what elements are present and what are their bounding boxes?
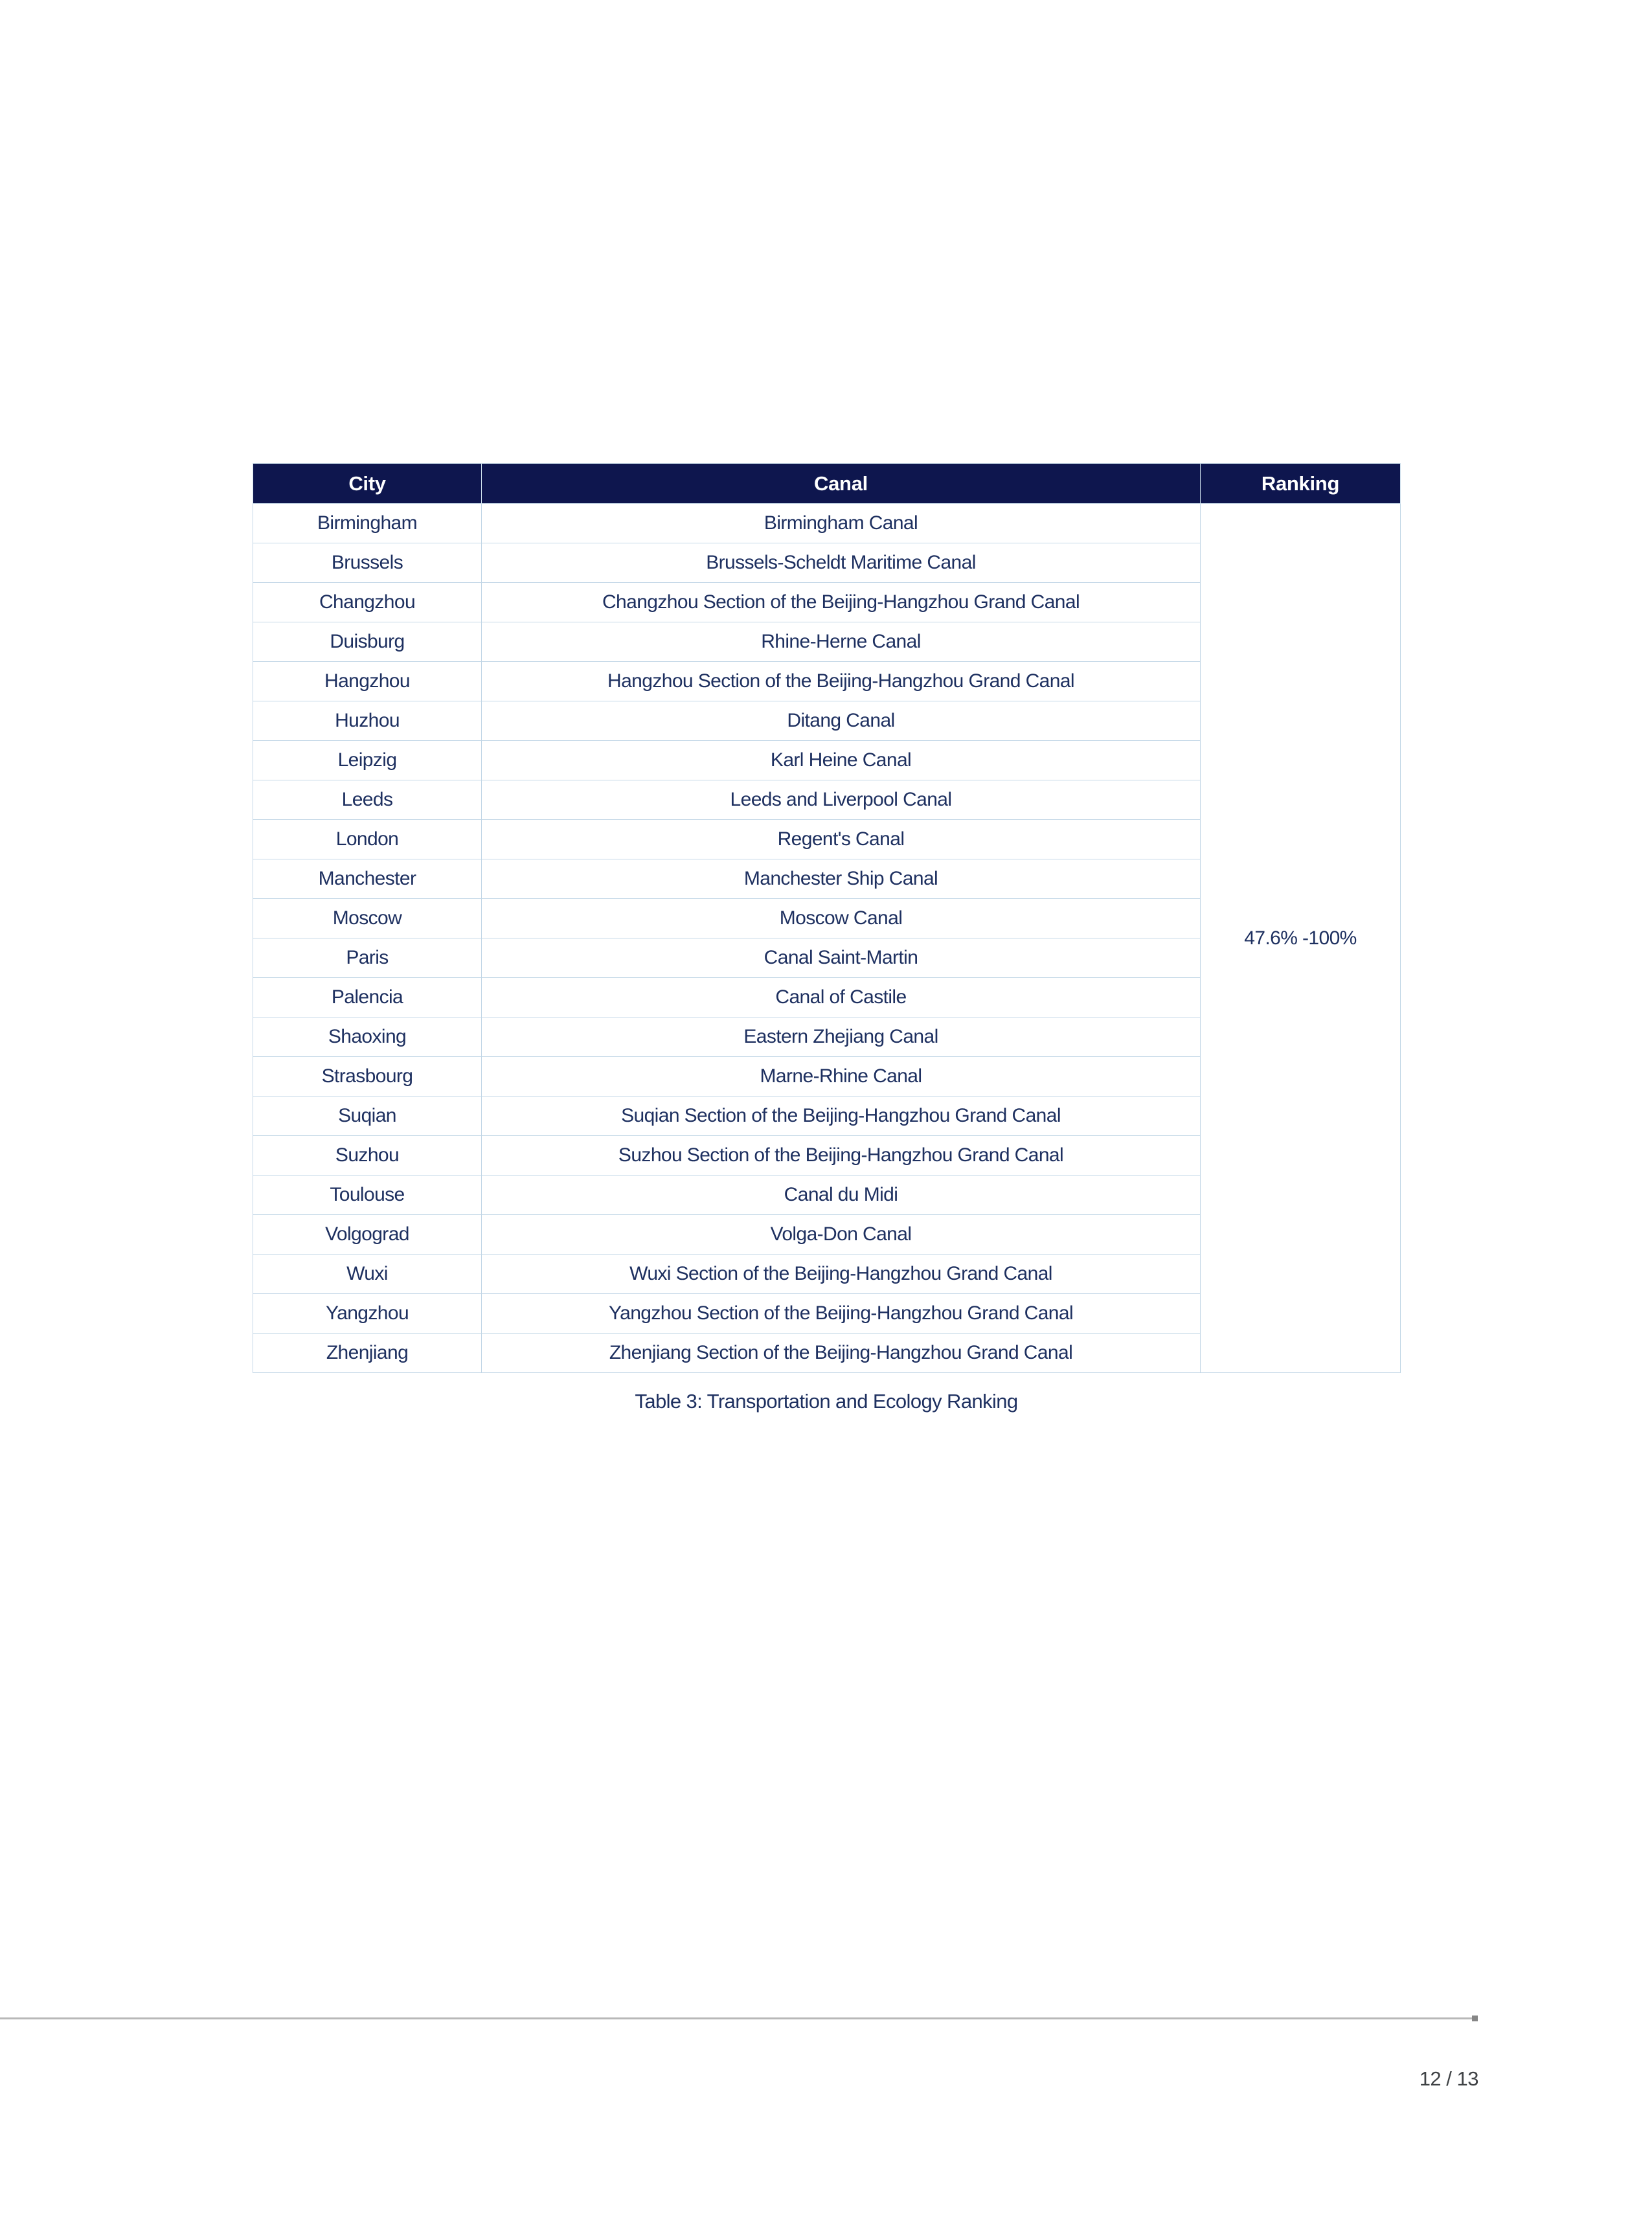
city-cell: Paris [253,938,482,978]
footer-divider-end-marker [1472,2016,1478,2021]
city-cell: Shaoxing [253,1017,482,1057]
ranking-merged-cell: 47.6% -100% [1201,504,1401,1373]
column-header-ranking: Ranking [1201,464,1401,504]
canal-cell: Regent's Canal [482,820,1201,859]
page-number: 12 / 13 [1419,2067,1478,2090]
city-cell: Yangzhou [253,1294,482,1334]
canal-cell: Karl Heine Canal [482,741,1201,780]
city-cell: Changzhou [253,583,482,622]
table-caption: Table 3: Transportation and Ecology Ranking [635,1390,1018,1413]
canal-cell: Canal of Castile [482,978,1201,1017]
canal-cell: Eastern Zhejiang Canal [482,1017,1201,1057]
canal-cell: Brussels-Scheldt Maritime Canal [482,543,1201,583]
table-row [253,504,1401,543]
city-cell: Leipzig [253,741,482,780]
canal-cell: Leeds and Liverpool Canal [482,780,1201,820]
canal-cell: Hangzhou Section of the Beijing-Hangzhou Grand Canal [482,662,1201,701]
city-cell: Toulouse [253,1175,482,1215]
city-cell: Birmingham [253,504,482,543]
canal-cell: Moscow Canal [482,899,1201,938]
canal-cell: Canal du Midi [482,1175,1201,1215]
city-cell: Wuxi [253,1255,482,1294]
canal-cell: Rhine-Herne Canal [482,622,1201,662]
city-cell: London [253,820,482,859]
canal-cell: Marne-Rhine Canal [482,1057,1201,1096]
city-cell: Strasbourg [253,1057,482,1096]
column-header-city: City [253,464,482,504]
canal-cell: Suqian Section of the Beijing-Hangzhou Grand Canal [482,1096,1201,1136]
city-cell: Leeds [253,780,482,820]
canal-cell: Volga-Don Canal [482,1215,1201,1255]
city-cell: Huzhou [253,701,482,741]
footer-divider-line [0,2017,1475,2019]
canal-cell: Canal Saint-Martin [482,938,1201,978]
city-cell: Volgograd [253,1215,482,1255]
canal-cell: Zhenjiang Section of the Beijing-Hangzhou Grand Canal [482,1334,1201,1373]
city-cell: Suqian [253,1096,482,1136]
city-cell: Zhenjiang [253,1334,482,1373]
canal-cell: Birmingham Canal [482,504,1201,543]
transportation-ecology-table [253,463,1401,1373]
canal-cell: Wuxi Section of the Beijing-Hangzhou Grand Canal [482,1255,1201,1294]
header-row [253,464,1401,504]
canal-cell: Ditang Canal [482,701,1201,741]
ranking-table-container [253,463,1400,1373]
city-cell: Suzhou [253,1136,482,1175]
city-cell: Manchester [253,859,482,899]
column-header-canal: Canal [482,464,1201,504]
canal-cell: Changzhou Section of the Beijing-Hangzhou Grand Canal [482,583,1201,622]
city-cell: Hangzhou [253,662,482,701]
canal-cell: Manchester Ship Canal [482,859,1201,899]
city-cell: Moscow [253,899,482,938]
city-cell: Duisburg [253,622,482,662]
canal-cell: Suzhou Section of the Beijing-Hangzhou Grand Canal [482,1136,1201,1175]
canal-cell: Yangzhou Section of the Beijing-Hangzhou Grand Canal [482,1294,1201,1334]
city-cell: Brussels [253,543,482,583]
city-cell: Palencia [253,978,482,1017]
